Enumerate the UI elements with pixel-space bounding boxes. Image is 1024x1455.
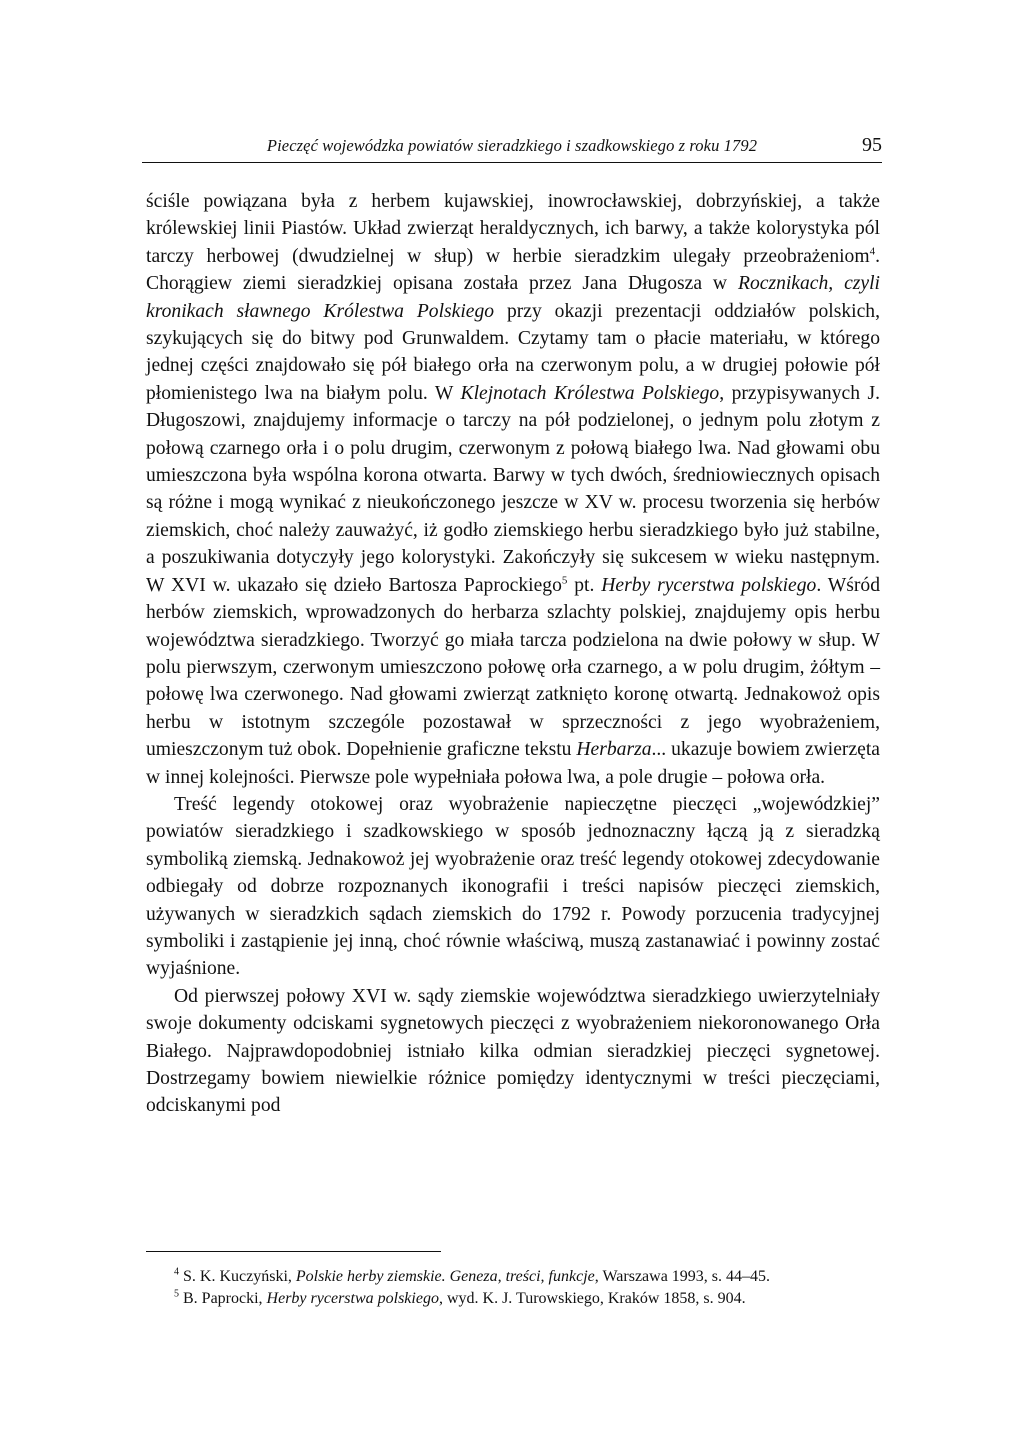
footnote-separator [146, 1251, 441, 1252]
paragraph [146, 983, 880, 1120]
text-run: . Wśród herbów ziemskich, wprowadzonych do herbarza szlachty polskiej, znajdujemy opis herbu województwa sieradzkiego. Tworzyć go miała tarcza podzielona na dwie połowy w słup. W polu pierwszym, czerwonym umieszczono połowę orła czarnego, a w polu drugim, żółtym – połowę lwa czerwonego. Nad głowami zwierząt zatknięto koronę otwartą. Jednakowoż opis herbu w istotnym szczególe pozostawał w sprzeczności z jego wyobrażeniem, umieszczonym tuż obok. Dopełnienie graficzne tekstu [146, 574, 880, 761]
text-run: . Chorągiew ziemi sieradzkiej opisana została przez Jana Długosza w [146, 245, 880, 295]
body-text [146, 188, 880, 1120]
text-run: ... ukazuje bowiem zwierzęta w innej kolejności. Pierwsze pole wypełniała połowa lwa, a pole drugie – połowa orła. [146, 739, 880, 788]
text-run: S. K. Kuczyński, [179, 1268, 296, 1285]
text-run: , wyd. K. J. Turowskiego, Kraków 1858, s. 904. [438, 1290, 746, 1307]
italic-title: Polskie herby ziemskie. Geneza, treści, funkcje [295, 1268, 595, 1285]
text-run: , przypisywanych J. Długoszowi, znajdujemy informacje o tarczy na pół podzielonej, o jednym polu złotym z połową czarnego orła i o polu drugim, czerwonym z połową białego lwa. Nad głowami obu umieszczona była wspólna korona otwarta. Barwy w tych dwóch, średniowiecznych opisach są różne i mogą wynikać z nieukończonego jeszcze w XV w. procesu tworzenia się herbów ziemskich, choć należy zauważyć, iż godło ziemskiego herbu sieradzkiego było już stabilne, a poszukiwania dotyczyły jego kolorystyki. Zakończyły się sukcesem w wieku następnym. W XVI w. ukazało się dzieło Bartosza Paprockiego [146, 382, 880, 596]
italic-title: Herby rycerstwa polskiego [601, 574, 817, 596]
italic-title: Herbarza [576, 739, 652, 761]
text-run: pt. [567, 574, 602, 596]
footnote-reference: 5 [174, 1288, 179, 1300]
page-number: 95 [862, 134, 882, 156]
paragraph [146, 791, 880, 983]
italic-title: Herby rycerstwa polskiego [266, 1290, 439, 1307]
text-run: ściśle powiązana była z herbem kujawskiej, inowrocławskiej, dobrzyńskiej, a także królewskiej linii Piastów. Układ zwierząt heraldycznych, ich barwy, a także kolorystyka pól tarczy herbowej (dwudzielnej w słup) w herbie sieradzkim ulegały przeobrażeniom [146, 191, 880, 267]
text-run: Treść legendy otokowej oraz wyobrażenie napieczętne pieczęci „wojewódzkiej” powiatów sieradzkiego i szadkowskiego w sposób jednoznaczny łączą ją z sieradzką symboliką ziemską. Jednakowoż jej wyobrażenie oraz treść legendy otokowej zdecydowanie odbiegały od dobrze rozpoznanych ikonografii i treści napisów pieczęci ziemskich, używanych w sieradzkich sądach ziemskich do 1792 r. Powody porzucenia tradycyjnej symboliki i zastąpienie jej inną, choć równie właściwą, muszą zastanawiać i powinny zostać wyjaśnione. [146, 793, 880, 980]
footnote-reference: 4 [174, 1266, 179, 1278]
footnotes [174, 1266, 894, 1310]
text-run: Od pierwszej połowy XVI w. sądy ziemskie województwa sieradzkiego uwierzytelniały swoje dokumenty odciskami sygnetowych pieczęci z wyobrażeniem niekoronowanego Orła Białego. Najprawdopodobniej istniało kilka odmian sieradzkiej pieczęci sygnetowej. Dostrzegamy bowiem niewielkie różnice pomiędzy identycznymi w treści pieczęciami, odciskanymi pod [146, 985, 880, 1117]
running-header [142, 130, 882, 163]
text-run: B. Paprocki, [179, 1290, 267, 1307]
paragraph [146, 188, 880, 791]
italic-title: Klejnotach Królestwa Polskiego [460, 382, 720, 404]
footnote-reference: 5 [561, 574, 568, 587]
footnote-reference: 4 [869, 245, 876, 258]
italic-title: Rocznikach, czyli kronikach sławnego Królestwa Polskiego [146, 273, 880, 322]
text-run: , Warszawa 1993, s. 44–45. [594, 1268, 771, 1285]
running-title: Pieczęć wojewódzka powiatów sieradzkiego i szadkowskiego z roku 1792 [266, 136, 758, 155]
text-run: przy okazji prezentacji oddziałów polskich, szykujących się do bitwy pod Grunwaldem. Czytamy tam o płacie materiału, w którego jednej części znajdowało się pół białego orła na czerwonym polu, a w drugiej połowie pół płomienistego lwa na białym polu. W [146, 300, 880, 404]
footnote [174, 1266, 894, 1288]
footnote [174, 1288, 894, 1310]
